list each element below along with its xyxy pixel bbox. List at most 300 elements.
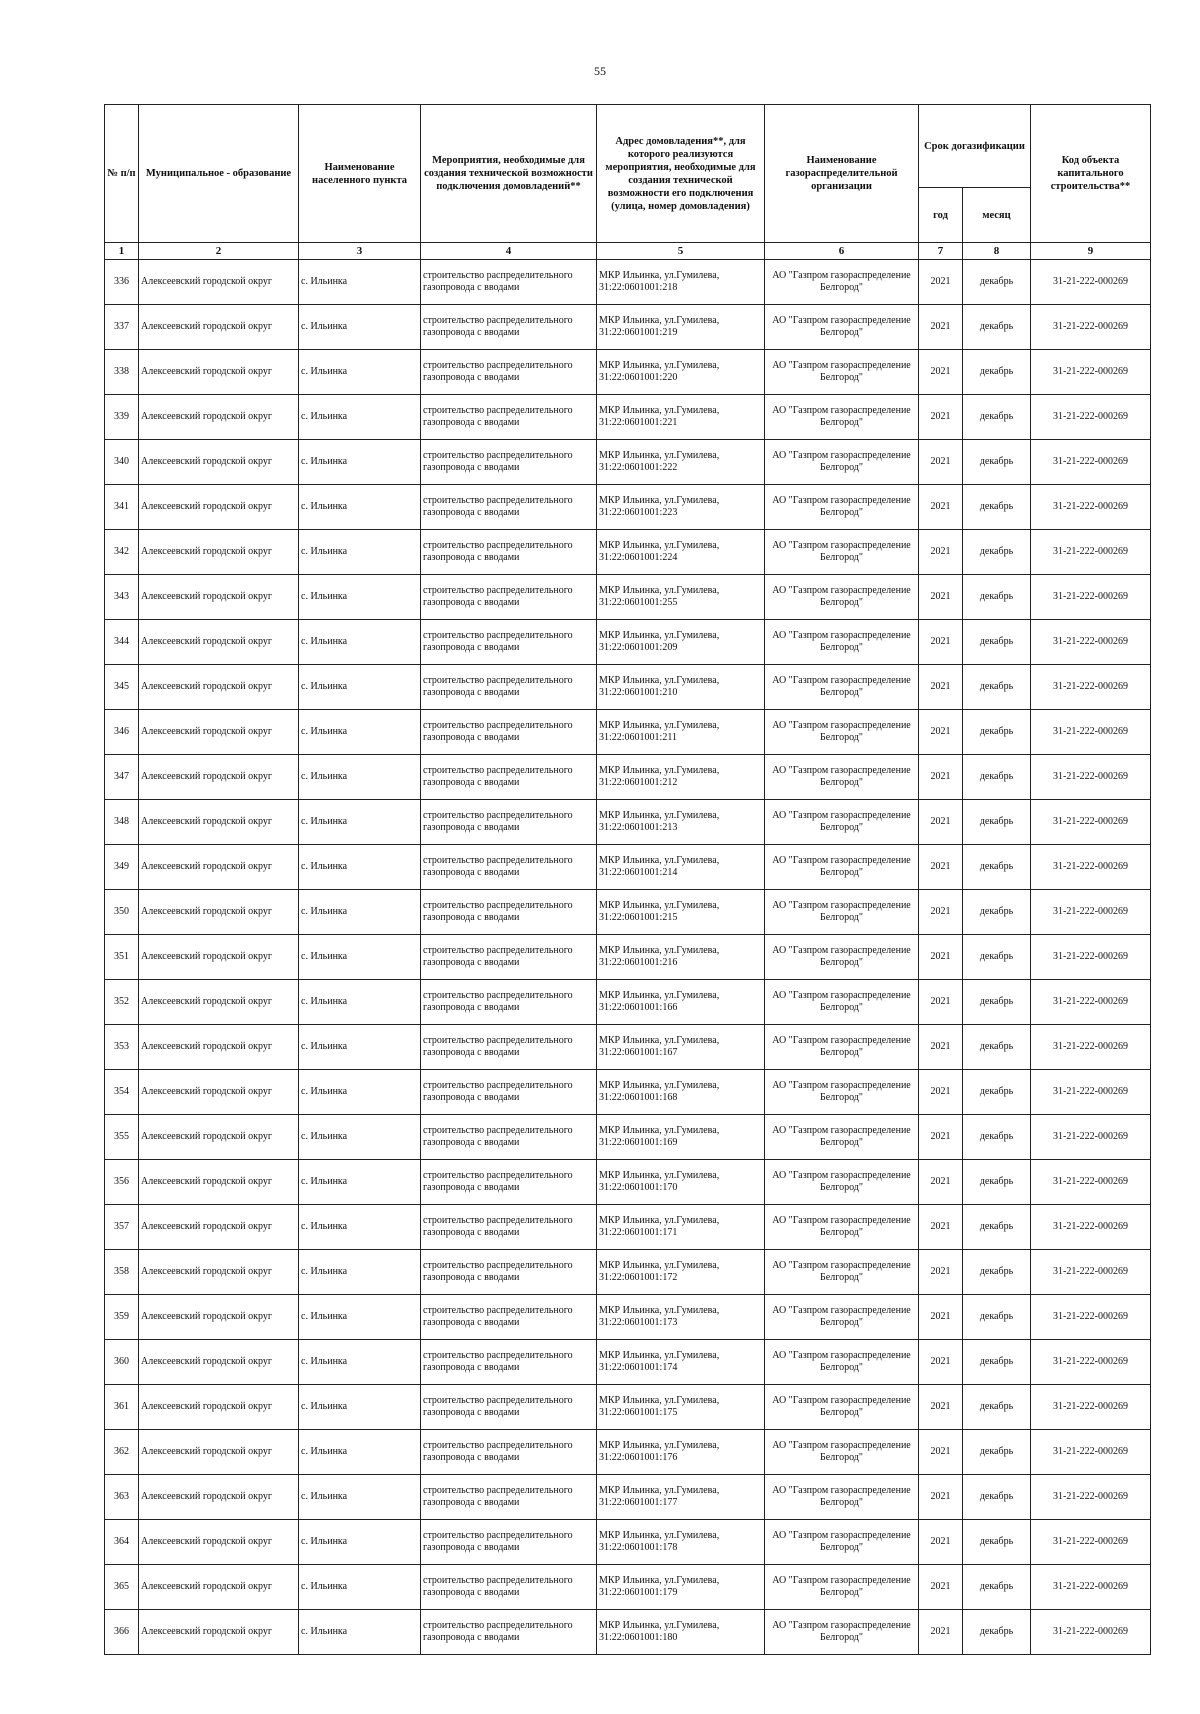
- address-street: МКР Ильинка, ул.Гумилева,: [599, 315, 720, 326]
- cell-settlement: с. Ильинка: [299, 1250, 421, 1295]
- cell-org: АО "Газпром газораспределение Белгород": [765, 935, 919, 980]
- cell-year: 2021: [919, 1610, 963, 1655]
- cell-address: [597, 1520, 765, 1565]
- cell-municipality: Алексеевский городской округ: [139, 710, 299, 755]
- address-cadastral: 31:22:0601001:216: [599, 957, 678, 968]
- address-street: МКР Ильинка, ул.Гумилева,: [599, 1395, 720, 1406]
- cell-num: 360: [105, 1340, 139, 1385]
- cell-num: 342: [105, 530, 139, 575]
- address-cadastral: 31:22:0601001:174: [599, 1362, 678, 1373]
- address-cadastral: 31:22:0601001:212: [599, 777, 678, 788]
- cell-num: 344: [105, 620, 139, 665]
- address-cadastral: 31:22:0601001:213: [599, 822, 678, 833]
- address-street: МКР Ильинка, ул.Гумилева,: [599, 540, 720, 551]
- cell-settlement: с. Ильинка: [299, 1205, 421, 1250]
- cell-measures: строительство распределительного газопровода с вводами: [421, 1385, 597, 1430]
- table-row: [105, 1385, 1151, 1430]
- cell-org: АО "Газпром газораспределение Белгород": [765, 395, 919, 440]
- address-street: МКР Ильинка, ул.Гумилева,: [599, 450, 720, 461]
- cell-address: [597, 350, 765, 395]
- cell-municipality: Алексеевский городской округ: [139, 350, 299, 395]
- cell-address: [597, 530, 765, 575]
- cell-num: 340: [105, 440, 139, 485]
- address-street: МКР Ильинка, ул.Гумилева,: [599, 630, 720, 641]
- cell-measures: строительство распределительного газопровода с вводами: [421, 260, 597, 305]
- cell-settlement: с. Ильинка: [299, 665, 421, 710]
- cell-year: 2021: [919, 755, 963, 800]
- address-cadastral: 31:22:0601001:223: [599, 507, 678, 518]
- column-number: 9: [1031, 243, 1151, 260]
- table-row: [105, 845, 1151, 890]
- address-cadastral: 31:22:0601001:173: [599, 1317, 678, 1328]
- cell-num: 348: [105, 800, 139, 845]
- cell-month: декабрь: [963, 485, 1031, 530]
- cell-measures: строительство распределительного газопровода с вводами: [421, 1160, 597, 1205]
- cell-address: [597, 710, 765, 755]
- address-cadastral: 31:22:0601001:167: [599, 1047, 678, 1058]
- table-row: [105, 800, 1151, 845]
- cell-num: 359: [105, 1295, 139, 1340]
- header-term: Срок догазификации: [919, 105, 1031, 188]
- cell-settlement: с. Ильинка: [299, 305, 421, 350]
- table-row: [105, 1475, 1151, 1520]
- table-row: [105, 710, 1151, 755]
- cell-code: 31-21-222-000269: [1031, 890, 1151, 935]
- cell-org: АО "Газпром газораспределение Белгород": [765, 1250, 919, 1295]
- address-street: МКР Ильинка, ул.Гумилева,: [599, 1350, 720, 1361]
- cell-code: 31-21-222-000269: [1031, 395, 1151, 440]
- cell-num: 350: [105, 890, 139, 935]
- cell-year: 2021: [919, 1070, 963, 1115]
- cell-measures: строительство распределительного газопровода с вводами: [421, 395, 597, 440]
- cell-municipality: Алексеевский городской округ: [139, 1565, 299, 1610]
- cell-code: 31-21-222-000269: [1031, 530, 1151, 575]
- cell-year: 2021: [919, 260, 963, 305]
- table-row: [105, 1340, 1151, 1385]
- address-cadastral: 31:22:0601001:210: [599, 687, 678, 698]
- header-measures: Мероприятия, необходимые для создания технической возможности подключения домовладений**: [421, 105, 597, 243]
- address-cadastral: 31:22:0601001:171: [599, 1227, 678, 1238]
- cell-org: АО "Газпром газораспределение Белгород": [765, 1565, 919, 1610]
- cell-measures: строительство распределительного газопровода с вводами: [421, 800, 597, 845]
- column-number: 4: [421, 243, 597, 260]
- cell-year: 2021: [919, 1295, 963, 1340]
- cell-num: 343: [105, 575, 139, 620]
- cell-municipality: Алексеевский городской округ: [139, 1340, 299, 1385]
- table-row: [105, 1295, 1151, 1340]
- cell-num: 351: [105, 935, 139, 980]
- cell-org: АО "Газпром газораспределение Белгород": [765, 1070, 919, 1115]
- cell-measures: строительство распределительного газопровода с вводами: [421, 1475, 597, 1520]
- address-street: МКР Ильинка, ул.Гумилева,: [599, 1125, 720, 1136]
- cell-month: декабрь: [963, 980, 1031, 1025]
- cell-code: 31-21-222-000269: [1031, 350, 1151, 395]
- cell-measures: строительство распределительного газопровода с вводами: [421, 755, 597, 800]
- cell-org: АО "Газпром газораспределение Белгород": [765, 1025, 919, 1070]
- address-street: МКР Ильинка, ул.Гумилева,: [599, 720, 720, 731]
- table-row: [105, 1025, 1151, 1070]
- cell-code: 31-21-222-000269: [1031, 620, 1151, 665]
- cell-address: [597, 935, 765, 980]
- cell-settlement: с. Ильинка: [299, 620, 421, 665]
- cell-settlement: с. Ильинка: [299, 1385, 421, 1430]
- cell-measures: строительство распределительного газопровода с вводами: [421, 1430, 597, 1475]
- cell-year: 2021: [919, 1385, 963, 1430]
- cell-year: 2021: [919, 935, 963, 980]
- cell-org: АО "Газпром газораспределение Белгород": [765, 1295, 919, 1340]
- cell-settlement: с. Ильинка: [299, 530, 421, 575]
- cell-num: 352: [105, 980, 139, 1025]
- cell-code: 31-21-222-000269: [1031, 710, 1151, 755]
- cell-settlement: с. Ильинка: [299, 1340, 421, 1385]
- table-body: [105, 260, 1151, 1655]
- table-row: [105, 440, 1151, 485]
- cell-year: 2021: [919, 1115, 963, 1160]
- cell-num: 338: [105, 350, 139, 395]
- cell-month: декабрь: [963, 845, 1031, 890]
- cell-address: [597, 395, 765, 440]
- cell-municipality: Алексеевский городской округ: [139, 395, 299, 440]
- cell-settlement: с. Ильинка: [299, 485, 421, 530]
- cell-year: 2021: [919, 485, 963, 530]
- cell-address: [597, 1340, 765, 1385]
- cell-address: [597, 1295, 765, 1340]
- cell-municipality: Алексеевский городской округ: [139, 890, 299, 935]
- cell-month: декабрь: [963, 1340, 1031, 1385]
- address-street: МКР Ильинка, ул.Гумилева,: [599, 1170, 720, 1181]
- cell-org: АО "Газпром газораспределение Белгород": [765, 1205, 919, 1250]
- cell-org: АО "Газпром газораспределение Белгород": [765, 485, 919, 530]
- cell-measures: строительство распределительного газопровода с вводами: [421, 1295, 597, 1340]
- cell-num: 363: [105, 1475, 139, 1520]
- address-cadastral: 31:22:0601001:222: [599, 462, 678, 473]
- cell-code: 31-21-222-000269: [1031, 1610, 1151, 1655]
- address-street: МКР Ильинка, ул.Гумилева,: [599, 1575, 720, 1586]
- address-street: МКР Ильинка, ул.Гумилева,: [599, 945, 720, 956]
- cell-measures: строительство распределительного газопровода с вводами: [421, 1340, 597, 1385]
- address-street: МКР Ильинка, ул.Гумилева,: [599, 810, 720, 821]
- address-cadastral: 31:22:0601001:209: [599, 642, 678, 653]
- cell-month: декабрь: [963, 890, 1031, 935]
- cell-address: [597, 1430, 765, 1475]
- cell-num: 339: [105, 395, 139, 440]
- header-municipality: Муниципальное - образование: [139, 105, 299, 243]
- cell-year: 2021: [919, 1025, 963, 1070]
- cell-num: 356: [105, 1160, 139, 1205]
- address-cadastral: 31:22:0601001:224: [599, 552, 678, 563]
- cell-num: 366: [105, 1610, 139, 1655]
- cell-month: декабрь: [963, 440, 1031, 485]
- header-year: год: [919, 188, 963, 243]
- address-street: МКР Ильинка, ул.Гумилева,: [599, 675, 720, 686]
- cell-code: 31-21-222-000269: [1031, 1385, 1151, 1430]
- cell-year: 2021: [919, 980, 963, 1025]
- cell-address: [597, 485, 765, 530]
- table-row: [105, 1610, 1151, 1655]
- table-row: [105, 890, 1151, 935]
- cell-year: 2021: [919, 1475, 963, 1520]
- cell-org: АО "Газпром газораспределение Белгород": [765, 530, 919, 575]
- cell-code: 31-21-222-000269: [1031, 1340, 1151, 1385]
- cell-address: [597, 665, 765, 710]
- column-number-row: [105, 243, 1151, 260]
- cell-settlement: с. Ильинка: [299, 1025, 421, 1070]
- cell-municipality: Алексеевский городской округ: [139, 620, 299, 665]
- cell-measures: строительство распределительного газопровода с вводами: [421, 1205, 597, 1250]
- cell-settlement: с. Ильинка: [299, 710, 421, 755]
- table-row: [105, 1160, 1151, 1205]
- table-row: [105, 260, 1151, 305]
- cell-measures: строительство распределительного газопровода с вводами: [421, 1070, 597, 1115]
- cell-year: 2021: [919, 665, 963, 710]
- cell-municipality: Алексеевский городской округ: [139, 1610, 299, 1655]
- cell-code: 31-21-222-000269: [1031, 1475, 1151, 1520]
- table-row: [105, 1520, 1151, 1565]
- cell-year: 2021: [919, 575, 963, 620]
- cell-month: декабрь: [963, 1025, 1031, 1070]
- cell-address: [597, 305, 765, 350]
- cell-settlement: с. Ильинка: [299, 800, 421, 845]
- column-number: 1: [105, 243, 139, 260]
- cell-settlement: с. Ильинка: [299, 1475, 421, 1520]
- cell-code: 31-21-222-000269: [1031, 1160, 1151, 1205]
- cell-settlement: с. Ильинка: [299, 1565, 421, 1610]
- cell-settlement: с. Ильинка: [299, 1520, 421, 1565]
- cell-settlement: с. Ильинка: [299, 1160, 421, 1205]
- cell-org: АО "Газпром газораспределение Белгород": [765, 1160, 919, 1205]
- cell-org: АО "Газпром газораспределение Белгород": [765, 260, 919, 305]
- cell-year: 2021: [919, 1160, 963, 1205]
- table-row: [105, 350, 1151, 395]
- cell-measures: строительство распределительного газопровода с вводами: [421, 350, 597, 395]
- address-street: МКР Ильинка, ул.Гумилева,: [599, 1305, 720, 1316]
- cell-org: АО "Газпром газораспределение Белгород": [765, 980, 919, 1025]
- cell-settlement: с. Ильинка: [299, 1610, 421, 1655]
- table-row: [105, 530, 1151, 575]
- cell-month: декабрь: [963, 1610, 1031, 1655]
- cell-address: [597, 1160, 765, 1205]
- table-row: [105, 620, 1151, 665]
- cell-month: декабрь: [963, 530, 1031, 575]
- table-row: [105, 665, 1151, 710]
- cell-org: АО "Газпром газораспределение Белгород": [765, 440, 919, 485]
- cell-code: 31-21-222-000269: [1031, 1295, 1151, 1340]
- table-row: [105, 935, 1151, 980]
- cell-code: 31-21-222-000269: [1031, 440, 1151, 485]
- cell-municipality: Алексеевский городской округ: [139, 1250, 299, 1295]
- cell-code: 31-21-222-000269: [1031, 1520, 1151, 1565]
- cell-org: АО "Газпром газораспределение Белгород": [765, 1340, 919, 1385]
- cell-settlement: с. Ильинка: [299, 395, 421, 440]
- column-number: 7: [919, 243, 963, 260]
- address-street: МКР Ильинка, ул.Гумилева,: [599, 360, 720, 371]
- cell-municipality: Алексеевский городской округ: [139, 935, 299, 980]
- address-street: МКР Ильинка, ул.Гумилева,: [599, 1215, 720, 1226]
- cell-org: АО "Газпром газораспределение Белгород": [765, 305, 919, 350]
- cell-municipality: Алексеевский городской округ: [139, 575, 299, 620]
- address-street: МКР Ильинка, ул.Гумилева,: [599, 1260, 720, 1271]
- cell-num: 362: [105, 1430, 139, 1475]
- cell-month: декабрь: [963, 1205, 1031, 1250]
- address-cadastral: 31:22:0601001:218: [599, 282, 678, 293]
- cell-month: декабрь: [963, 1520, 1031, 1565]
- table-row: [105, 980, 1151, 1025]
- cell-org: АО "Газпром газораспределение Белгород": [765, 620, 919, 665]
- address-cadastral: 31:22:0601001:176: [599, 1452, 678, 1463]
- page-number: 55: [594, 64, 606, 78]
- cell-month: декабрь: [963, 1115, 1031, 1160]
- cell-address: [597, 1025, 765, 1070]
- cell-code: 31-21-222-000269: [1031, 935, 1151, 980]
- cell-year: 2021: [919, 620, 963, 665]
- cell-org: АО "Газпром газораспределение Белгород": [765, 350, 919, 395]
- cell-num: 357: [105, 1205, 139, 1250]
- address-cadastral: 31:22:0601001:221: [599, 417, 678, 428]
- header-settlement: Наименование населенного пункта: [299, 105, 421, 243]
- table-row: [105, 1115, 1151, 1160]
- table-row: [105, 1070, 1151, 1115]
- address-cadastral: 31:22:0601001:211: [599, 732, 677, 743]
- cell-settlement: с. Ильинка: [299, 935, 421, 980]
- cell-measures: строительство распределительного газопровода с вводами: [421, 440, 597, 485]
- cell-measures: строительство распределительного газопровода с вводами: [421, 1115, 597, 1160]
- cell-settlement: с. Ильинка: [299, 575, 421, 620]
- cell-measures: строительство распределительного газопровода с вводами: [421, 1250, 597, 1295]
- cell-org: АО "Газпром газораспределение Белгород": [765, 710, 919, 755]
- header-address: Адрес домовладения**, для которого реализуются мероприятия, необходимые для создания технической возможности его подключения (улица, номер домовладения): [597, 105, 765, 243]
- cell-municipality: Алексеевский городской округ: [139, 800, 299, 845]
- address-cadastral: 31:22:0601001:179: [599, 1587, 678, 1598]
- address-cadastral: 31:22:0601001:177: [599, 1497, 678, 1508]
- cell-month: декабрь: [963, 1475, 1031, 1520]
- cell-month: декабрь: [963, 935, 1031, 980]
- cell-address: [597, 1565, 765, 1610]
- cell-address: [597, 890, 765, 935]
- cell-measures: строительство распределительного газопровода с вводами: [421, 1520, 597, 1565]
- address-street: МКР Ильинка, ул.Гумилева,: [599, 1485, 720, 1496]
- cell-address: [597, 1475, 765, 1520]
- cell-year: 2021: [919, 1340, 963, 1385]
- address-cadastral: 31:22:0601001:175: [599, 1407, 678, 1418]
- cell-num: 354: [105, 1070, 139, 1115]
- cell-month: декабрь: [963, 575, 1031, 620]
- cell-municipality: Алексеевский городской округ: [139, 980, 299, 1025]
- table-row: [105, 1565, 1151, 1610]
- address-street: МКР Ильинка, ул.Гумилева,: [599, 900, 720, 911]
- cell-num: 364: [105, 1520, 139, 1565]
- cell-municipality: Алексеевский городской округ: [139, 530, 299, 575]
- cell-address: [597, 260, 765, 305]
- cell-month: декабрь: [963, 350, 1031, 395]
- cell-municipality: Алексеевский городской округ: [139, 1520, 299, 1565]
- cell-month: декабрь: [963, 260, 1031, 305]
- cell-year: 2021: [919, 395, 963, 440]
- address-cadastral: 31:22:0601001:178: [599, 1542, 678, 1553]
- cell-code: 31-21-222-000269: [1031, 755, 1151, 800]
- cell-settlement: с. Ильинка: [299, 350, 421, 395]
- cell-org: АО "Газпром газораспределение Белгород": [765, 800, 919, 845]
- cell-month: декабрь: [963, 1250, 1031, 1295]
- cell-org: АО "Газпром газораспределение Белгород": [765, 1610, 919, 1655]
- cell-address: [597, 1610, 765, 1655]
- cell-month: декабрь: [963, 1160, 1031, 1205]
- cell-measures: строительство распределительного газопровода с вводами: [421, 620, 597, 665]
- address-street: МКР Ильинка, ул.Гумилева,: [599, 1080, 720, 1091]
- cell-month: декабрь: [963, 800, 1031, 845]
- table-row: [105, 485, 1151, 530]
- cell-code: 31-21-222-000269: [1031, 1205, 1151, 1250]
- cell-municipality: Алексеевский городской округ: [139, 665, 299, 710]
- cell-num: 349: [105, 845, 139, 890]
- cell-year: 2021: [919, 1205, 963, 1250]
- cell-address: [597, 1250, 765, 1295]
- cell-num: 345: [105, 665, 139, 710]
- address-street: МКР Ильинка, ул.Гумилева,: [599, 855, 720, 866]
- cell-settlement: с. Ильинка: [299, 980, 421, 1025]
- cell-municipality: Алексеевский городской округ: [139, 1025, 299, 1070]
- address-cadastral: 31:22:0601001:214: [599, 867, 678, 878]
- cell-month: декабрь: [963, 1565, 1031, 1610]
- cell-code: 31-21-222-000269: [1031, 665, 1151, 710]
- cell-year: 2021: [919, 350, 963, 395]
- cell-municipality: Алексеевский городской округ: [139, 755, 299, 800]
- cell-address: [597, 755, 765, 800]
- cell-num: 347: [105, 755, 139, 800]
- header-num: № п/п: [105, 105, 139, 243]
- cell-settlement: с. Ильинка: [299, 1115, 421, 1160]
- cell-code: 31-21-222-000269: [1031, 800, 1151, 845]
- cell-month: декабрь: [963, 1430, 1031, 1475]
- cell-measures: строительство распределительного газопровода с вводами: [421, 305, 597, 350]
- cell-year: 2021: [919, 1250, 963, 1295]
- cell-year: 2021: [919, 1430, 963, 1475]
- cell-municipality: Алексеевский городской округ: [139, 845, 299, 890]
- cell-year: 2021: [919, 710, 963, 755]
- address-cadastral: 31:22:0601001:215: [599, 912, 678, 923]
- header-org: Наименование газораспределительной организации: [765, 105, 919, 243]
- address-cadastral: 31:22:0601001:219: [599, 327, 678, 338]
- cell-measures: строительство распределительного газопровода с вводами: [421, 665, 597, 710]
- cell-settlement: с. Ильинка: [299, 845, 421, 890]
- cell-year: 2021: [919, 305, 963, 350]
- gasification-table: [104, 104, 1151, 1655]
- address-street: МКР Ильинка, ул.Гумилева,: [599, 990, 720, 1001]
- cell-municipality: Алексеевский городской округ: [139, 1295, 299, 1340]
- cell-code: 31-21-222-000269: [1031, 260, 1151, 305]
- column-number: 8: [963, 243, 1031, 260]
- cell-municipality: Алексеевский городской округ: [139, 1205, 299, 1250]
- cell-code: 31-21-222-000269: [1031, 1250, 1151, 1295]
- table-row: [105, 1205, 1151, 1250]
- table-row: [105, 755, 1151, 800]
- address-cadastral: 31:22:0601001:255: [599, 597, 678, 608]
- address-cadastral: 31:22:0601001:172: [599, 1272, 678, 1283]
- address-cadastral: 31:22:0601001:170: [599, 1182, 678, 1193]
- table-row: [105, 1250, 1151, 1295]
- cell-address: [597, 800, 765, 845]
- cell-code: 31-21-222-000269: [1031, 845, 1151, 890]
- cell-code: 31-21-222-000269: [1031, 980, 1151, 1025]
- cell-year: 2021: [919, 800, 963, 845]
- cell-measures: строительство распределительного газопровода с вводами: [421, 935, 597, 980]
- cell-measures: строительство распределительного газопровода с вводами: [421, 1025, 597, 1070]
- cell-address: [597, 1205, 765, 1250]
- column-number: 3: [299, 243, 421, 260]
- address-cadastral: 31:22:0601001:220: [599, 372, 678, 383]
- cell-num: 337: [105, 305, 139, 350]
- cell-month: декабрь: [963, 710, 1031, 755]
- address-street: МКР Ильинка, ул.Гумилева,: [599, 405, 720, 416]
